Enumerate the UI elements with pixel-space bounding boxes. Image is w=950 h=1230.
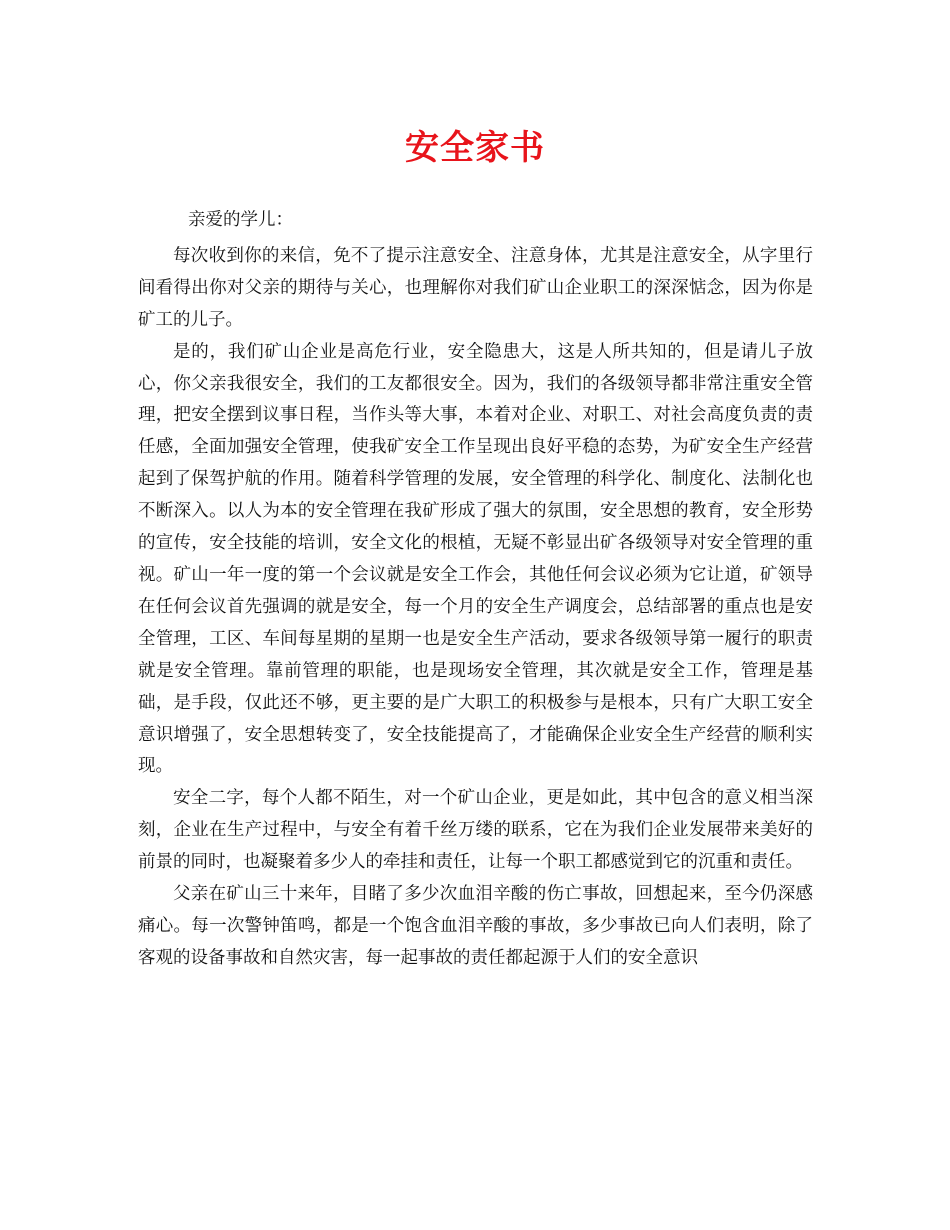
paragraph-4: 父亲在矿山三十来年，目睹了多少次血泪辛酸的伤亡事故，回想起来，至今仍深感痛心。每一次警钟笛鸣，都是一个饱含血泪辛酸的事故，多少事故已向人们表明，除了客观的设备事故和自然灾害，每一起事故的责任都起源于人们的安全意识 — [138, 884, 813, 968]
letter-body — [138, 205, 813, 975]
paragraph-3: 安全二字，每个人都不陌生，对一个矿山企业，更是如此，其中包含的意义相当深刻，企业在生产过程中，与安全有着千丝万缕的联系，它在为我们企业发展带来美好的前景的同时，也凝聚着多少人的牵挂和责任，让每一个职工都感觉到它的沉重和责任。 — [138, 788, 813, 873]
paragraph-1: 每次收到你的来信，免不了提示注意安全、注意身体，尤其是注意安全，从字里行间看得出你对父亲的期待与关心，也理解你对我们矿山企业职工的深深惦念，因为你是矿工的儿子。 — [138, 245, 813, 330]
paragraph-2: 是的，我们矿山企业是高危行业，安全隐患大，这是人所共知的，但是请儿子放心，你父亲我很安全，我们的工友都很安全。因为，我们的各级领导都非常注重安全管理，把安全摆到议事日程，当作头等大事，本着对企业、对职工、对社会高度负责的责任感，全面加强安全管理，使我矿安全工作呈现出良好平稳的态势，为矿安全生产经营起到了保驾护航的作用。随着科学管理的发展，安全管理的科学化、制度化、法制化也不断深入。以人为本的安全管理在我矿形成了强大的氛围，安全思想的教育，安全形势的宣传，安全技能的培训，安全文化的根植，无疑不彰显出矿各级领导对安全管理的重视。矿山一年一度的第一个会议就是安全工作会，其他任何会议必须为它让道，矿领导在任何会议首先强调的就是安全，每一个月的安全生产调度会，总结部署的重点也是安全管理，工区、车间每星期的星期一也是安全生产活动，要求各级领导第一履行的职责就是安全管理。靠前管理的职能，也是现场安全管理，其次就是安全工作，管理是基础，是手段，仅此还不够，更主要的是广大职工的积极参与是根本，只有广大职工安全意识增强了，安全思想转变了，安全技能提高了，才能确保企业安全生产经营的顺利实现。 — [138, 341, 813, 777]
document-title: 安全家书 — [405, 128, 545, 168]
salutation: 亲爱的学儿： — [188, 210, 293, 230]
